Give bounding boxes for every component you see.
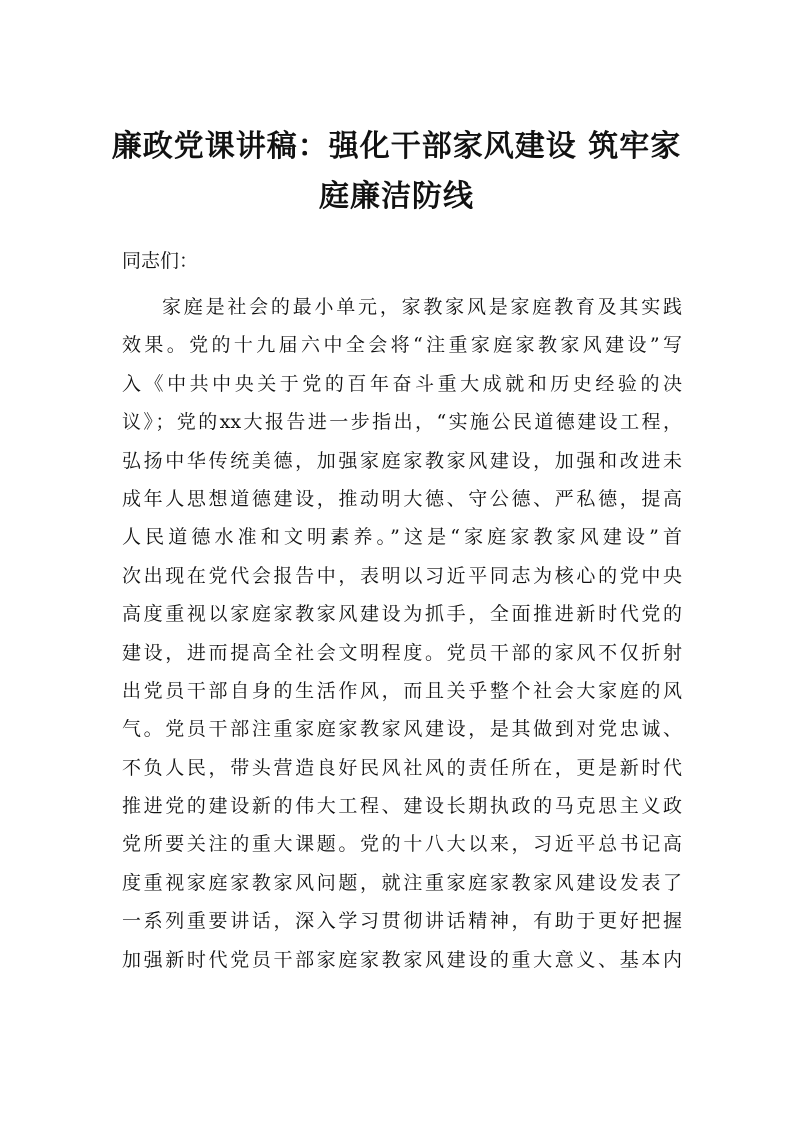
paragraph-line: 加强新时代党员干部家庭家教家风建设的重大意义、基本内 [122,948,682,971]
paragraph-line: 议》；党的xx大报告进一步指出，“实施公民道德建设工程， [122,411,682,434]
paragraph-line: 出党员干部自身的生活作风，而且关乎整个社会大家庭的风 [122,679,682,702]
paragraph-line: 高度重视以家庭家教家风建设为抓手，全面推进新时代党的 [122,603,682,626]
paragraph-line: 建设，进而提高全社会文明程度。党员干部的家风不仅折射 [122,641,682,664]
paragraph-line: 次出现在党代会报告中，表明以习近平同志为核心的党中央 [122,564,682,587]
paragraph-line: 不负人民，带头营造良好民风社风的责任所在，更是新时代 [122,756,682,779]
paragraph-line: 气。党员干部注重家庭家教家风建设，是其做到对党忠诚、 [122,718,682,741]
paragraph-line: 成年人思想道德建设，推动明大德、守公德、严私德，提高 [122,487,682,510]
paragraph-line: 度重视家庭家教家风问题，就注重家庭家教家风建设发表了 [122,871,682,894]
paragraph-line: 推进党的建设新的伟大工程、建设长期执政的马克思主义政 [122,795,682,818]
paragraph-line: 党所要关注的重大课题。党的十八大以来，习近平总书记高 [122,833,682,856]
paragraph-line: 人民道德水准和文明素养。”这是“家庭家教家风建设”首 [122,526,682,549]
paragraph-line: 一系列重要讲话，深入学习贯彻讲话精神，有助于更好把握 [122,910,682,933]
body-paragraph [122,288,682,979]
paragraph-line: 家庭是社会的最小单元，家教家风是家庭教育及其实践 [162,296,682,318]
title-line-1: 廉政党课讲稿：强化干部家风建设 筑牢家 [111,129,682,164]
document-title [110,122,683,222]
salutation: 同志们： [122,250,199,272]
paragraph-line: 弘扬中华传统美德，加强家庭家教家风建设，加强和改进未 [122,449,682,472]
paragraph-line: 效果。党的十九届六中全会将“注重家庭家教家风建设”写 [122,334,682,357]
title-line-2: 庭廉洁防线 [319,179,474,214]
paragraph-line: 入《中共中央关于党的百年奋斗重大成就和历史经验的决 [122,372,682,395]
